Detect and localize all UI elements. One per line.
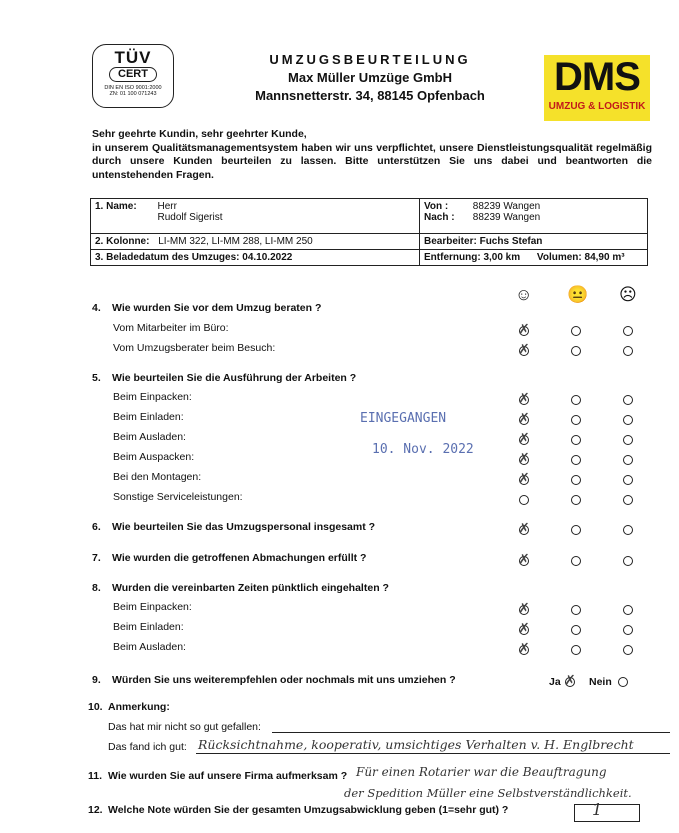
rating-radio[interactable] <box>623 525 633 535</box>
rating-radio[interactable] <box>519 326 529 336</box>
neutral-face-icon: 😐 <box>567 285 589 304</box>
rating-radio[interactable] <box>519 475 529 485</box>
q11-answer-line1: Für einen Rotarier war die Beauftragung <box>356 765 607 779</box>
rating-radio[interactable] <box>571 556 581 566</box>
positive-answer: Rücksichtnahme, kooperativ, umsichtiges Verhalten v. H. Englbrecht <box>198 737 634 752</box>
rating-radio[interactable] <box>519 625 529 635</box>
rating-radio[interactable] <box>519 645 529 655</box>
positive-field[interactable] <box>196 753 670 754</box>
rating-radio[interactable] <box>571 495 581 505</box>
rating-radio[interactable] <box>571 395 581 405</box>
q10-text: Anmerkung: <box>108 701 170 713</box>
question-9 <box>92 674 456 686</box>
q7-num: 7. <box>92 552 101 564</box>
q4-item: Vom Umzugsberater beim Besuch: <box>113 342 276 354</box>
zn-text: ZN: 01 100 071243 <box>109 91 157 97</box>
grade-field[interactable] <box>574 804 640 822</box>
q12-num: 12. <box>88 804 103 816</box>
q5-item: Beim Ausladen: <box>113 431 186 443</box>
q4-text: Wie wurden Sie vor dem Umzug beraten ? <box>112 302 322 314</box>
rating-radio[interactable] <box>571 346 581 356</box>
rating-radio[interactable] <box>623 495 633 505</box>
rating-radio[interactable] <box>623 395 633 405</box>
rating-radio[interactable] <box>623 625 633 635</box>
company-name: Max Müller Umzüge GmbH <box>288 70 452 85</box>
rating-radio[interactable] <box>623 346 633 356</box>
von-value: 88239 Wangen <box>472 201 541 212</box>
bearbeiter-value: Fuchs Stefan <box>479 236 543 247</box>
rating-radio[interactable] <box>519 455 529 465</box>
cert-text: CERT <box>109 67 157 82</box>
q6-num: 6. <box>92 521 101 533</box>
tuv-cert-logo <box>92 44 174 108</box>
rating-radio[interactable] <box>623 455 633 465</box>
rating-radio[interactable] <box>571 435 581 445</box>
happy-face-icon: ☺ <box>515 285 533 304</box>
q11-num: 11. <box>88 770 103 782</box>
q8-item: Beim Ausladen: <box>113 641 186 653</box>
intro-text <box>92 128 652 182</box>
info-table <box>90 198 648 266</box>
q4-item: Vom Mitarbeiter im Büro: <box>113 322 229 334</box>
q5-item: Bei den Montagen: <box>113 471 202 483</box>
rating-radio[interactable] <box>519 495 529 505</box>
q5-item: Sonstige Serviceleistungen: <box>113 491 243 503</box>
positive-label: Das fand ich gut: <box>108 741 187 753</box>
q11-answer-line2: der Spedition Müller eine Selbstverständlichkeit. <box>344 786 632 800</box>
document-header <box>200 52 540 103</box>
q7-text: Wie wurden die getroffenen Abmachungen erfüllt ? <box>112 552 367 564</box>
salutation: Herr <box>157 201 177 212</box>
ja-label: Ja <box>549 676 561 688</box>
rating-radio[interactable] <box>623 605 633 615</box>
stamp-date: 10. Nov. 2022 <box>372 442 474 457</box>
rating-radio[interactable] <box>519 395 529 405</box>
rating-radio[interactable] <box>519 525 529 535</box>
q12-text: Welche Note würden Sie der gesamten Umzugsabwicklung geben (1=sehr gut) ? <box>108 804 509 816</box>
rating-radio[interactable] <box>623 326 633 336</box>
rating-radio[interactable] <box>571 525 581 535</box>
kolonne-value: LI-MM 322, LI-MM 288, LI-MM 250 <box>158 236 313 247</box>
question-7 <box>92 552 366 564</box>
q8-text: Wurden die vereinbarten Zeiten pünktlich eingehalten ? <box>112 582 389 594</box>
rating-radio[interactable] <box>623 415 633 425</box>
rating-radio[interactable] <box>571 326 581 336</box>
q5-item: Beim Auspacken: <box>113 451 195 463</box>
q6-text: Wie beurteilen Sie das Umzugspersonal insgesamt ? <box>112 521 376 533</box>
dms-tagline: UMZUG & LOGISTIK <box>548 101 646 112</box>
q9-num: 9. <box>92 674 101 686</box>
greeting: Sehr geehrte Kundin, sehr geehrter Kunde, <box>92 128 307 140</box>
grade-answer: 1 <box>592 800 603 819</box>
q5-item: Beim Einladen: <box>113 411 184 423</box>
rating-radio[interactable] <box>623 435 633 445</box>
q8-item: Beim Einladen: <box>113 621 184 633</box>
date-value: 04.10.2022 <box>242 252 293 263</box>
tuv-text: TÜV <box>114 48 152 67</box>
rating-radio[interactable] <box>571 455 581 465</box>
rating-radio[interactable] <box>571 625 581 635</box>
rating-radio[interactable] <box>519 346 529 356</box>
q5-text: Wie beurteilen Sie die Ausführung der Arbeiten ? <box>112 372 357 384</box>
rating-radio[interactable] <box>571 645 581 655</box>
question-12 <box>88 804 508 816</box>
q11-text: Wie wurden Sie auf unsere Firma aufmerksam ? <box>108 770 348 782</box>
kolonne-label: 2. Kolonne: <box>95 236 150 247</box>
rating-radio[interactable] <box>623 556 633 566</box>
sad-face-icon: ☹ <box>619 285 637 304</box>
entfernung-label: Entfernung: <box>424 252 481 263</box>
rating-radio[interactable] <box>519 556 529 566</box>
negative-field[interactable] <box>272 732 670 733</box>
rating-radio[interactable] <box>571 415 581 425</box>
bearbeiter-label: Bearbeiter: <box>424 236 477 247</box>
rating-radio[interactable] <box>519 605 529 615</box>
q10-num: 10. <box>88 701 103 713</box>
rating-radio[interactable] <box>623 475 633 485</box>
rating-radio[interactable] <box>519 415 529 425</box>
dms-name: DMS <box>554 55 640 99</box>
von-label: Von : <box>424 201 449 212</box>
volumen-label: Volumen: <box>536 252 582 263</box>
rating-radio[interactable] <box>623 645 633 655</box>
received-stamp: EINGEGANGEN <box>360 411 447 426</box>
intro-body: in unserem Qualitätsmanagementsystem haben wir uns verpflichtet, unsere Dienstleistungsqualität regelmäßig durch unsere Kunden beurteilen zu lassen. Bitte unterstützen Sie uns dabei und beantworten die untenstehenden Fragen. <box>92 141 652 181</box>
customer-name: Rudolf Sigerist <box>157 212 223 223</box>
q8-item: Beim Einpacken: <box>113 601 192 613</box>
rating-radio[interactable] <box>571 475 581 485</box>
question-4 <box>92 302 321 314</box>
entfernung-value: 3,00 km <box>483 252 521 263</box>
volumen-value: 84,90 m³ <box>584 252 625 263</box>
dms-logo <box>544 55 650 121</box>
iso-text: DIN EN ISO 9001:2000 <box>104 85 162 91</box>
q8-num: 8. <box>92 582 101 594</box>
question-10 <box>88 701 170 713</box>
ja-radio[interactable] <box>565 677 575 687</box>
q5-num: 5. <box>92 372 101 384</box>
rating-radio[interactable] <box>571 605 581 615</box>
negative-label: Das hat mir nicht so gut gefallen: <box>108 721 261 733</box>
question-8 <box>92 582 389 594</box>
question-6 <box>92 521 375 533</box>
nach-value: 88239 Wangen <box>472 212 541 223</box>
nein-radio[interactable] <box>618 677 628 687</box>
question-11 <box>88 770 347 782</box>
nach-label: Nach : <box>424 212 455 223</box>
name-label: 1. Name: <box>95 201 137 212</box>
q9-text: Würden Sie uns weiterempfehlen oder nochmals mit uns umziehen ? <box>112 674 456 686</box>
rating-radio[interactable] <box>519 435 529 445</box>
company-address: Mannsnetterstr. 34, 88145 Opfenbach <box>255 88 485 103</box>
nein-label: Nein <box>589 676 612 688</box>
q4-num: 4. <box>92 302 101 314</box>
q5-item: Beim Einpacken: <box>113 391 192 403</box>
date-label: 3. Beladedatum des Umzuges: <box>95 252 240 263</box>
question-5 <box>92 372 356 384</box>
document-title: UMZUGSBEURTEILUNG <box>269 52 471 67</box>
